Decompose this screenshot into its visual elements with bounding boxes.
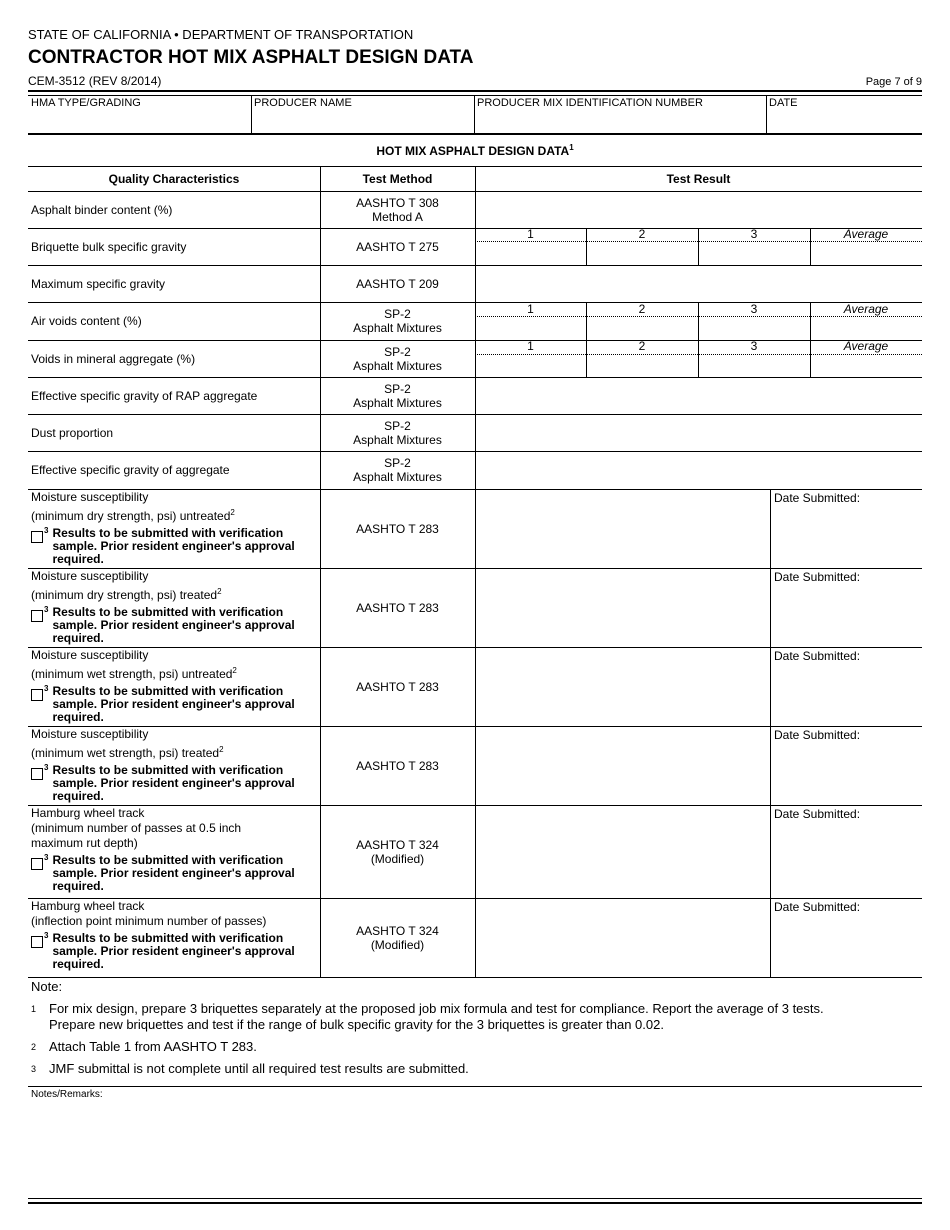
method-line: Asphalt Mixtures	[353, 470, 442, 484]
bulk-gravity-input-average[interactable]	[811, 243, 921, 264]
bulk-gravity-input-3[interactable]	[699, 243, 809, 264]
verification-text	[52, 685, 294, 724]
footnote-ref: 3	[44, 605, 49, 614]
footnote-ref: 2	[232, 666, 237, 675]
method-line: SP-2	[384, 307, 411, 321]
method-line: Asphalt Mixtures	[353, 432, 442, 447]
test-method-header: Test Method	[362, 172, 433, 186]
method-line: (Modified)	[370, 937, 425, 952]
method-line: (Modified)	[370, 851, 425, 866]
method-line: AASHTO T 324	[356, 837, 439, 852]
method-line: Asphalt Mixtures	[353, 321, 442, 335]
qc-moisture-dry-treated	[28, 568, 320, 647]
qc-vma: Voids in mineral aggregate (%)	[31, 351, 196, 366]
section-title-footnote: 1	[569, 143, 574, 152]
note-line: sample. Prior resident engineer's approval	[52, 618, 295, 632]
hamburg-inflection-result-input[interactable]	[476, 899, 769, 976]
method-line: AASHTO T 283	[356, 758, 439, 773]
footnote-number: 3	[31, 1064, 37, 1074]
verification-note	[31, 606, 320, 645]
qc-line: Moisture susceptibility	[31, 648, 149, 662]
method-air-voids	[320, 302, 475, 340]
date-submitted-label: Date Submitted:	[774, 570, 861, 584]
result-col-average: Average	[843, 302, 889, 316]
result-col-average: Average	[843, 227, 889, 241]
method-moisture-dry-treated	[320, 568, 475, 647]
note-line: sample. Prior resident engineer's approval	[52, 539, 295, 553]
bulk-gravity-input-2[interactable]	[587, 243, 697, 264]
qc-moisture-dry-untreated	[28, 489, 320, 568]
footnote-line: Prepare new briquettes and test if the range of bulk specific gravity for the 3 briquettes is greater than 0.02.	[49, 1017, 664, 1032]
qc-max-gravity: Maximum specific gravity	[31, 276, 166, 291]
qc-line-text: (minimum wet strength, psi) treated	[31, 746, 220, 760]
footnote-text	[49, 1001, 824, 1033]
qc-moisture-wet-treated	[28, 726, 320, 805]
verification-text	[52, 764, 294, 803]
verification-text	[52, 527, 294, 566]
remarks-rule	[28, 1086, 922, 1087]
footer-rule	[28, 1198, 922, 1199]
moisture-dry-treated-result-input[interactable]	[476, 569, 769, 646]
moisture-wet-treated-result-input[interactable]	[476, 727, 769, 804]
result-col-2: 2	[638, 339, 646, 353]
method-aggregate-gravity	[320, 451, 475, 489]
qc-dust-proportion: Dust proportion	[31, 425, 114, 440]
method-moisture-wet-untreated	[320, 647, 475, 726]
date-submitted-label: Date Submitted:	[774, 807, 861, 821]
result-col-average: Average	[843, 339, 889, 353]
method-moisture-dry-untreated	[320, 489, 475, 568]
vma-input-average[interactable]	[811, 356, 921, 376]
remarks-input[interactable]	[28, 1100, 922, 1195]
method-vma	[320, 340, 475, 377]
result-col-1: 1	[527, 227, 534, 241]
divider	[28, 977, 922, 978]
footnote-2	[28, 1039, 908, 1055]
air-voids-input-1[interactable]	[476, 318, 585, 339]
method-max-gravity	[320, 265, 475, 302]
result-col-3: 3	[750, 302, 758, 316]
qc-line	[31, 505, 320, 524]
footnote-text: Attach Table 1 from AASHTO T 283.	[49, 1039, 257, 1054]
verification-note	[31, 527, 320, 566]
air-voids-input-average[interactable]	[811, 318, 921, 339]
qc-line-text: (minimum dry strength, psi) untreated	[31, 509, 231, 523]
divider	[766, 96, 767, 134]
header-rule-thin	[28, 95, 922, 96]
hma-type-field[interactable]	[28, 97, 251, 134]
footnote-1	[28, 1001, 908, 1033]
method-line: AASHTO T 283	[356, 600, 439, 615]
method-line: Asphalt Mixtures	[353, 358, 442, 373]
verification-note	[31, 764, 320, 803]
note-line: required.	[52, 710, 104, 724]
verification-text	[52, 854, 294, 893]
footnote-3	[28, 1061, 908, 1077]
note-line: Results to be submitted with verification	[52, 853, 284, 867]
section-title	[28, 143, 922, 158]
footnote-ref: 3	[44, 684, 49, 693]
qc-line: maximum rut depth)	[31, 836, 138, 850]
note-line: Results to be submitted with verification	[52, 763, 284, 777]
note-line: sample. Prior resident engineer's approval	[52, 944, 295, 958]
method-line: AASHTO T 283	[356, 679, 439, 694]
footnote-ref: 3	[44, 763, 49, 772]
verification-text	[52, 606, 294, 645]
qc-air-voids: Air voids content (%)	[31, 314, 142, 328]
date-submitted-label: Date Submitted:	[774, 900, 861, 914]
method-line: Asphalt Mixtures	[353, 395, 442, 410]
qc-line: Moisture susceptibility	[31, 569, 149, 583]
method-hamburg-inflection	[320, 898, 475, 977]
date-submitted-label: Date Submitted:	[774, 491, 861, 505]
qc-hamburg-inflection	[28, 898, 320, 977]
method-asphalt-binder	[320, 191, 475, 228]
result-col-1: 1	[527, 339, 534, 353]
qc-line	[31, 584, 320, 603]
page-number: Page 7 of 9	[865, 76, 922, 88]
qc-line-text: (minimum wet strength, psi) untreated	[31, 667, 233, 681]
footer-rule-thick	[28, 1202, 922, 1204]
verification-text	[52, 932, 294, 971]
footnote-line: For mix design, prepare 3 briquettes separately at the proposed job mix formula and test for compliance. Report the average of 3 tests.	[49, 1001, 824, 1016]
qc-bulk-gravity: Briquette bulk specific gravity	[31, 239, 187, 254]
divider	[251, 96, 252, 134]
result-col-1: 1	[527, 302, 534, 316]
qc-line: Moisture susceptibility	[31, 727, 149, 741]
qc-line: (inflection point minimum number of passes)	[31, 914, 267, 928]
note-line: required.	[52, 631, 104, 645]
method-line: SP-2	[384, 381, 411, 396]
verification-checkbox[interactable]	[31, 531, 43, 543]
qc-line: Moisture susceptibility	[31, 490, 149, 504]
verification-checkbox[interactable]	[31, 768, 43, 780]
footnote-ref: 3	[44, 853, 49, 862]
method-dust-proportion	[320, 414, 475, 451]
qc-moisture-wet-untreated	[28, 647, 320, 726]
footnote-number: 2	[31, 1042, 37, 1052]
test-result-header: Test Result	[666, 172, 731, 186]
verification-checkbox[interactable]	[31, 610, 43, 622]
verification-note	[31, 854, 320, 893]
note-line: Results to be submitted with verification	[52, 684, 284, 698]
result-col-2: 2	[638, 302, 646, 316]
date-submitted-label: Date Submitted:	[774, 649, 861, 663]
form-title: CONTRACTOR HOT MIX ASPHALT DESIGN DATA	[28, 47, 474, 68]
divider	[770, 489, 771, 977]
method-line: Method A	[372, 209, 423, 224]
vma-input-2[interactable]	[587, 356, 697, 376]
qc-line: Hamburg wheel track	[31, 899, 145, 913]
verification-checkbox[interactable]	[31, 689, 43, 701]
bulk-gravity-input-1[interactable]	[476, 243, 585, 264]
method-line: SP-2	[384, 418, 411, 433]
fields-bottom-rule	[28, 133, 922, 135]
vma-input-3[interactable]	[699, 356, 809, 376]
footnote-ref: 2	[219, 745, 224, 754]
hma-type-label: HMA TYPE/GRADING	[31, 97, 141, 109]
note-line: required.	[52, 957, 104, 971]
note-line: sample. Prior resident engineer's approval	[52, 866, 295, 880]
mix-id-field[interactable]	[474, 97, 766, 134]
method-bulk-gravity	[320, 228, 475, 265]
form-number: CEM-3512 (REV 8/2014)	[28, 74, 162, 88]
note-line: required.	[52, 789, 104, 803]
note-line: Results to be submitted with verification	[52, 605, 284, 619]
hamburg-rut-depth-result-input[interactable]	[476, 806, 769, 897]
remarks-label: Notes/Remarks:	[31, 1089, 103, 1100]
rap-gravity-result-input[interactable]	[476, 378, 921, 413]
verification-note	[31, 932, 320, 971]
air-voids-input-2[interactable]	[587, 318, 697, 339]
method-line: AASHTO T 275	[356, 239, 439, 254]
footnote-ref: 2	[217, 587, 222, 596]
qc-line-text: (minimum dry strength, psi) treated	[31, 588, 218, 602]
producer-name-field[interactable]	[251, 97, 474, 134]
qc-line: (minimum number of passes at 0.5 inch	[31, 821, 242, 835]
date-label: DATE	[769, 97, 798, 109]
method-hamburg-rut-depth	[320, 805, 475, 898]
qc-hamburg-rut-depth	[28, 805, 320, 898]
method-line: AASHTO T 283	[356, 521, 439, 536]
footnote-ref: 3	[44, 931, 49, 940]
vma-input-1[interactable]	[476, 356, 585, 376]
method-line: AASHTO T 308	[356, 195, 439, 210]
note-line: Results to be submitted with verification	[52, 526, 284, 540]
date-field[interactable]	[766, 97, 922, 134]
result-col-3: 3	[750, 227, 758, 241]
divider	[474, 96, 475, 134]
header-rule	[28, 90, 922, 92]
method-moisture-wet-treated	[320, 726, 475, 805]
footnote-text: JMF submittal is not complete until all required test results are submitted.	[49, 1061, 469, 1076]
footnote-number: 1	[31, 1004, 37, 1014]
note-line: sample. Prior resident engineer's approval	[52, 776, 295, 790]
footnote-ref: 2	[230, 508, 235, 517]
note-line: Results to be submitted with verification	[52, 931, 284, 945]
moisture-wet-untreated-result-input[interactable]	[476, 648, 769, 725]
note-line: required.	[52, 552, 104, 566]
producer-name-label: PRODUCER NAME	[254, 97, 352, 109]
quality-characteristics-header: Quality Characteristics	[108, 172, 240, 186]
verification-checkbox[interactable]	[31, 936, 43, 948]
notes-label: Note:	[31, 979, 63, 994]
method-line: AASHTO T 324	[356, 923, 439, 938]
note-line: sample. Prior resident engineer's approval	[52, 697, 295, 711]
method-line: SP-2	[384, 344, 411, 359]
agency-line: STATE OF CALIFORNIA • DEPARTMENT OF TRANSPORTATION	[28, 27, 414, 42]
footnote-ref: 3	[44, 526, 49, 535]
mix-id-label: PRODUCER MIX IDENTIFICATION NUMBER	[477, 97, 703, 109]
qc-rap-gravity: Effective specific gravity of RAP aggregate	[31, 388, 258, 403]
qc-aggregate-gravity: Effective specific gravity of aggregate	[31, 463, 230, 477]
date-submitted-label: Date Submitted:	[774, 728, 861, 742]
qc-line	[31, 663, 320, 682]
verification-note	[31, 685, 320, 724]
moisture-dry-untreated-result-input[interactable]	[476, 490, 769, 567]
section-title-text: HOT MIX ASPHALT DESIGN DATA	[376, 144, 570, 158]
qc-line: Hamburg wheel track	[31, 806, 145, 820]
method-rap-gravity	[320, 377, 475, 414]
max-gravity-result-input[interactable]	[476, 266, 921, 301]
result-col-2: 2	[638, 227, 646, 241]
verification-checkbox[interactable]	[31, 858, 43, 870]
method-line: SP-2	[384, 456, 411, 470]
result-col-3: 3	[750, 339, 758, 353]
qc-line	[31, 742, 320, 761]
asphalt-binder-result-input[interactable]	[476, 192, 921, 227]
qc-asphalt-binder: Asphalt binder content (%)	[31, 202, 173, 217]
note-line: required.	[52, 879, 104, 893]
dust-proportion-result-input[interactable]	[476, 415, 921, 450]
aggregate-gravity-result-input[interactable]	[476, 452, 921, 488]
air-voids-input-3[interactable]	[699, 318, 809, 339]
method-line: AASHTO T 209	[356, 276, 439, 291]
